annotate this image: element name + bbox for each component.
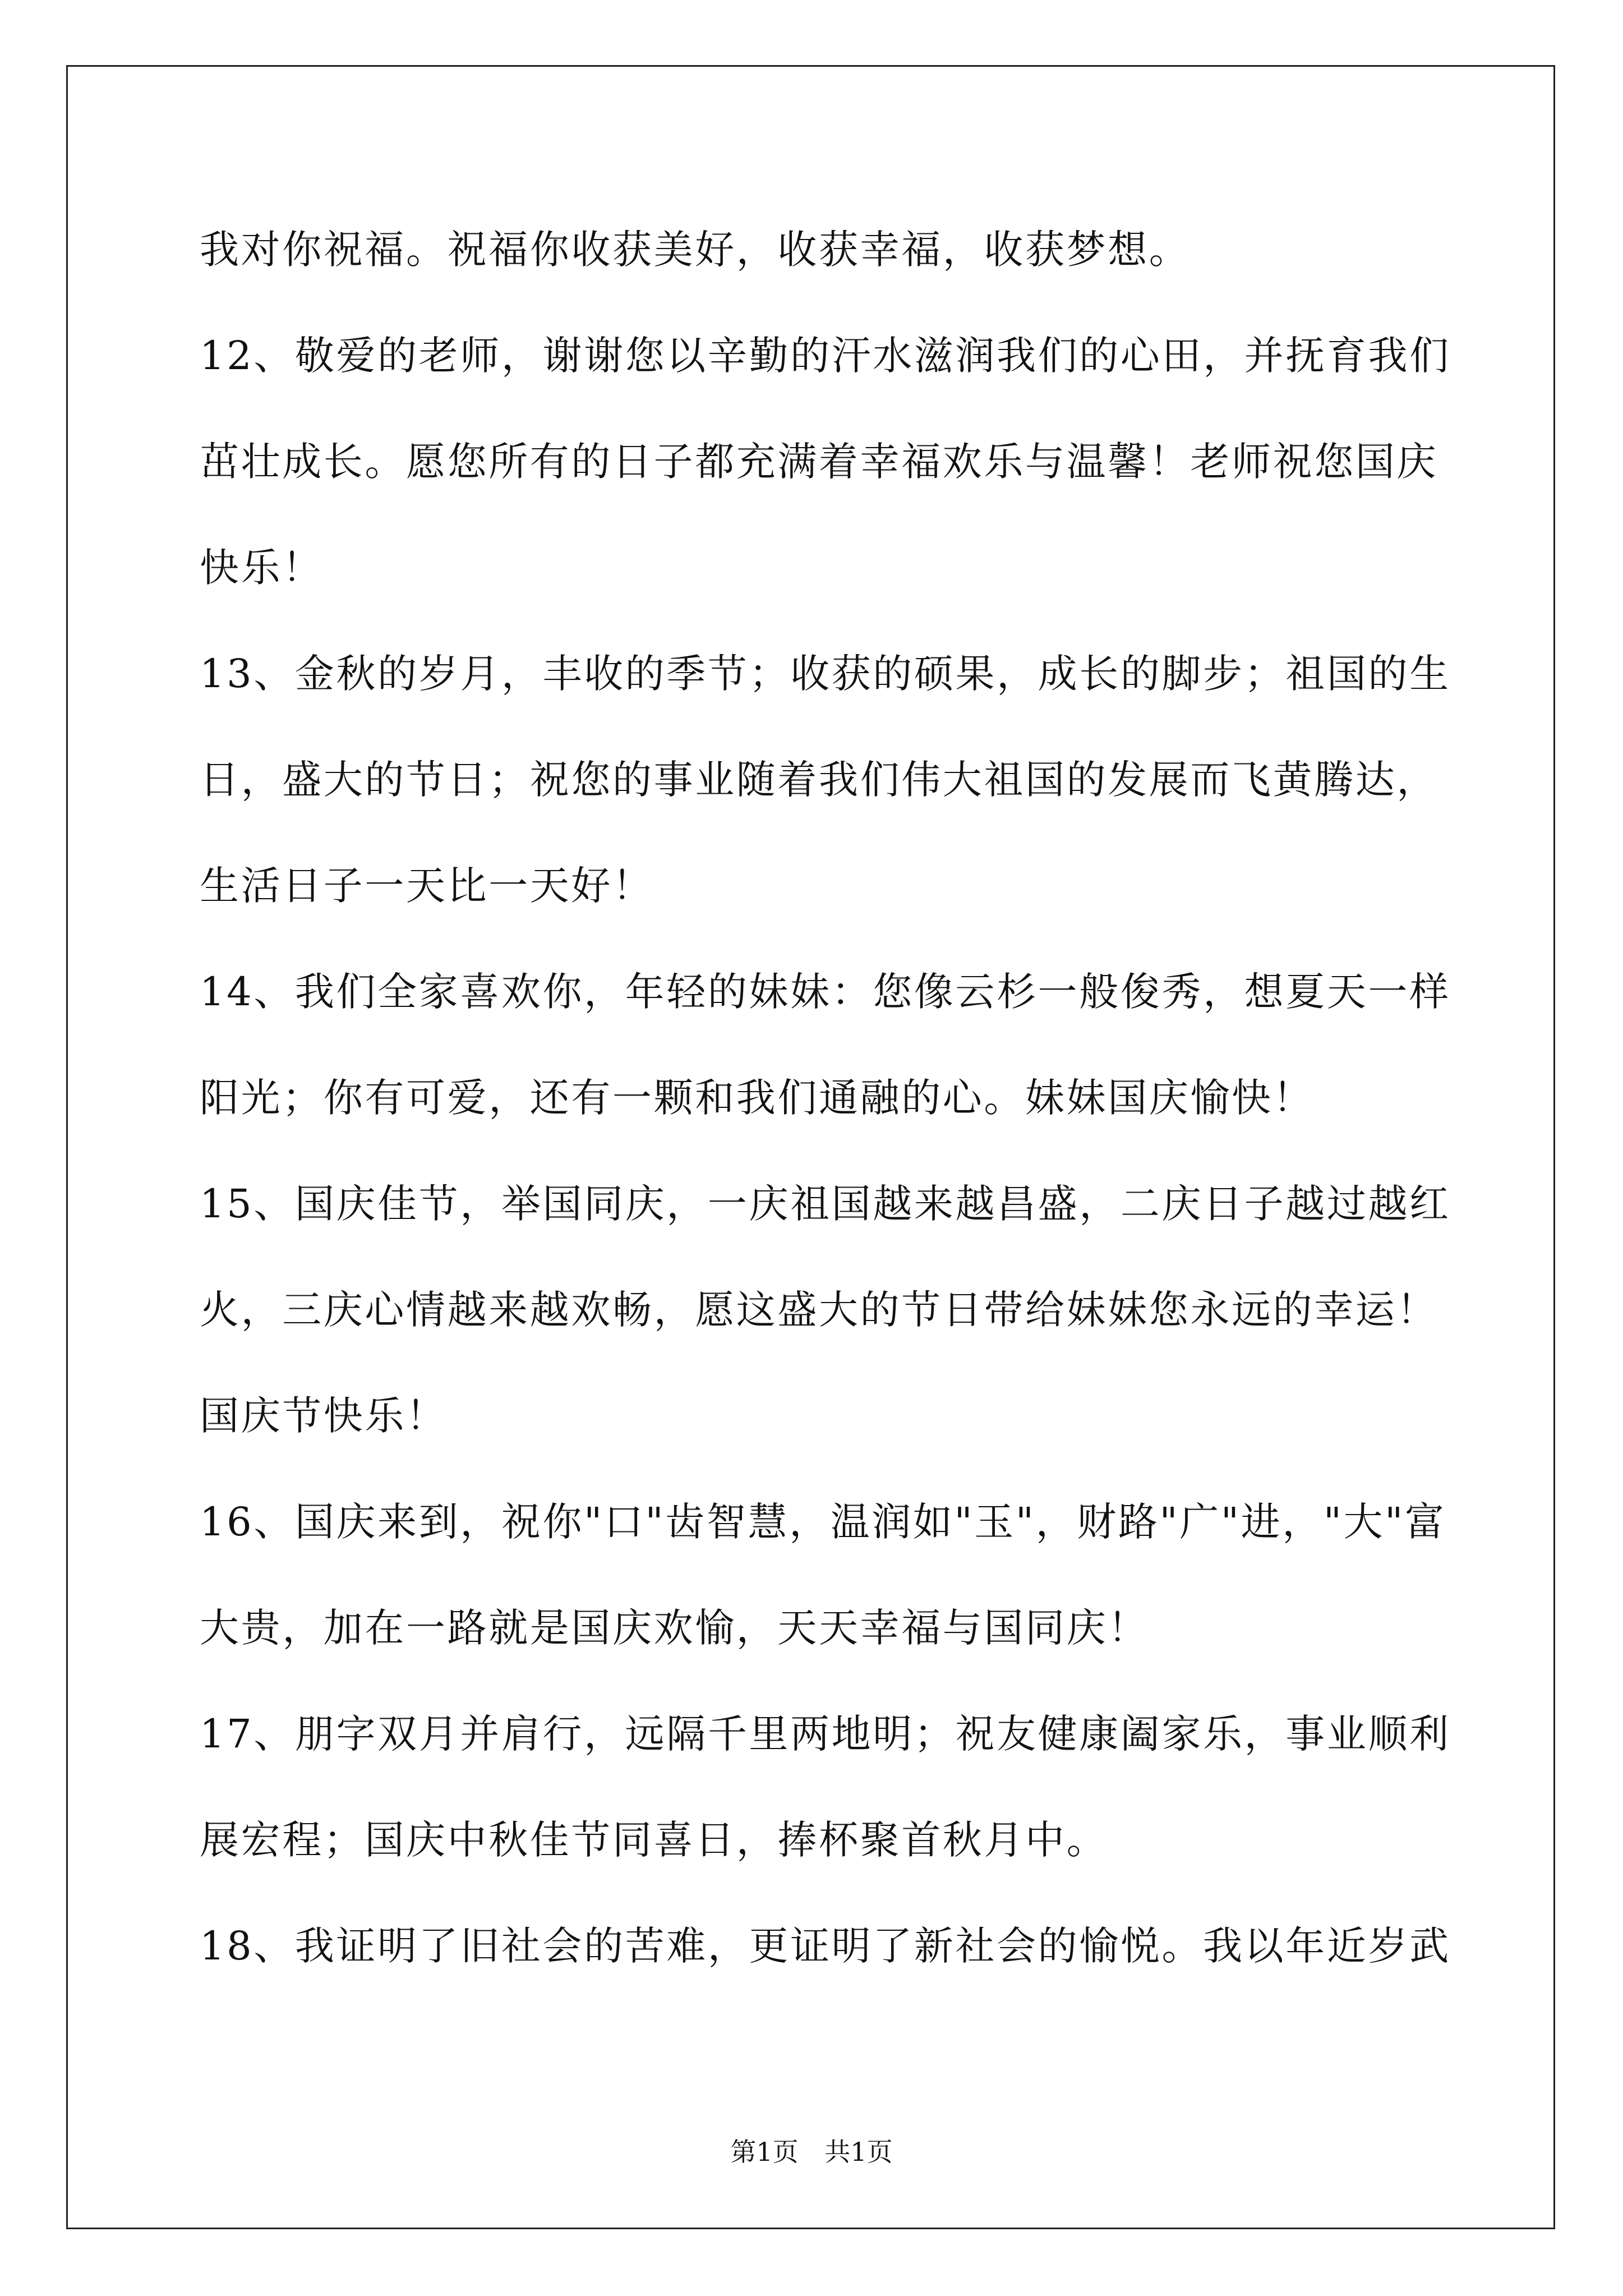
text-line: 13、金秋的岁月，丰收的季节；收获的硕果，成长的脚步；祖国的生: [200, 651, 1451, 697]
text-line: 16、国庆来到，祝你"口"齿智慧，温润如"玉"，财路"广"进，"大"富: [200, 1499, 1446, 1545]
text-line: 15、国庆佳节，举国同庆，一庆祖国越来越昌盛，二庆日子越过越红: [200, 1181, 1451, 1227]
page-number: 第1页: [730, 2137, 799, 2167]
text-line: 我对你祝福。祝福你收获美好，收获幸福，收获梦想。: [200, 227, 1191, 273]
page-total: 共1页: [824, 2137, 893, 2167]
text-line: 快乐！: [200, 545, 324, 591]
document-body: [200, 222, 1451, 2024]
text-line: 阳光；你有可爱，还有一颗和我们通融的心。妹妹国庆愉快！: [200, 1075, 1315, 1121]
page-footer: [0, 2132, 1623, 2169]
text-line: 17、朋字双月并肩行，远隔千里两地明；祝友健康阖家乐，事业顺利: [200, 1711, 1451, 1757]
text-line: 日，盛大的节日；祝您的事业随着我们伟大祖国的发展而飞黄腾达，: [200, 757, 1438, 803]
text-line: 14、我们全家喜欢你，年轻的妹妹：您像云杉一般俊秀，想夏天一样: [200, 969, 1451, 1015]
text-line: 火，三庆心情越来越欢畅，愿这盛大的节日带给妹妹您永远的幸运！: [200, 1287, 1438, 1333]
text-line: 12、敬爱的老师，谢谢您以辛勤的汗水滋润我们的心田，并抚育我们: [200, 333, 1451, 379]
text-line: 展宏程；国庆中秋佳节同喜日，捧杯聚首秋月中。: [200, 1817, 1108, 1863]
text-line: 国庆节快乐！: [200, 1393, 448, 1439]
text-line: 茁壮成长。愿您所有的日子都充满着幸福欢乐与温馨！老师祝您国庆: [200, 439, 1438, 485]
text-line: 大贵，加在一路就是国庆欢愉，天天幸福与国同庆！: [200, 1605, 1149, 1651]
text-line: 生活日子一天比一天好！: [200, 863, 654, 909]
text-line: 18、我证明了旧社会的苦难，更证明了新社会的愉悦。我以年近岁武: [200, 1923, 1451, 1969]
